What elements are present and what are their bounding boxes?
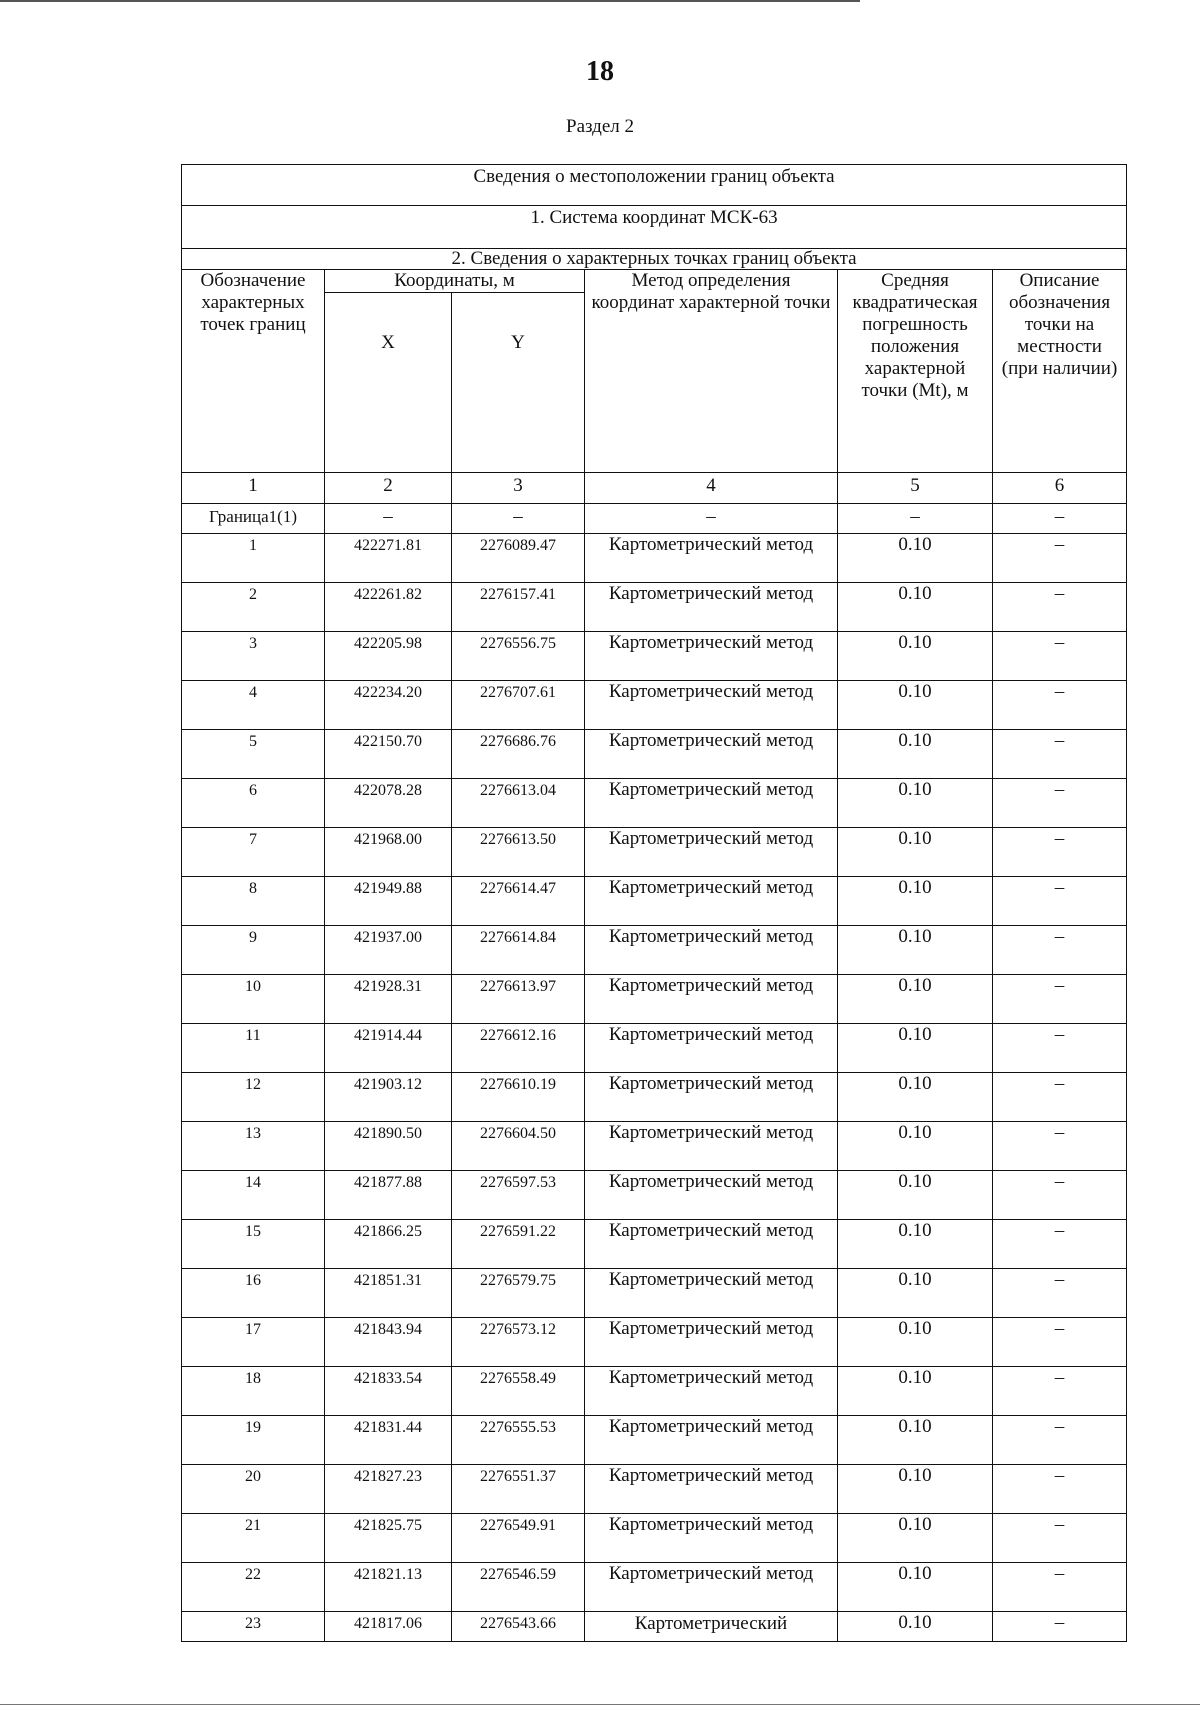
point-number: 3	[182, 632, 325, 681]
point-number: 21	[182, 1514, 325, 1563]
group-x: –	[325, 504, 452, 534]
point-method: Картометрический метод	[585, 877, 838, 926]
point-error: 0.10	[838, 681, 993, 730]
point-x: 421843.94	[325, 1318, 452, 1367]
point-number: 11	[182, 1024, 325, 1073]
group-y: –	[452, 504, 585, 534]
point-method: Картометрический метод	[585, 1416, 838, 1465]
point-description: –	[993, 583, 1127, 632]
point-y: 2276579.75	[452, 1269, 585, 1318]
point-y: 2276546.59	[452, 1563, 585, 1612]
point-method: Картометрический метод	[585, 975, 838, 1024]
point-error: 0.10	[838, 1073, 993, 1122]
table-row	[182, 1269, 1127, 1318]
point-number: 14	[182, 1171, 325, 1220]
point-x: 421866.25	[325, 1220, 452, 1269]
point-error: 0.10	[838, 730, 993, 779]
point-description: –	[993, 1416, 1127, 1465]
scan-bottom-rule	[0, 1704, 1200, 1705]
point-y: 2276543.66	[452, 1612, 585, 1642]
point-method: Картометрический метод	[585, 1122, 838, 1171]
boundary-group-name: Граница1(1)	[182, 504, 325, 534]
point-error: 0.10	[838, 1318, 993, 1367]
page-number: 18	[586, 56, 614, 87]
point-error: 0.10	[838, 926, 993, 975]
table-row	[182, 877, 1127, 926]
point-x: 421833.54	[325, 1367, 452, 1416]
table-title: Сведения о местоположении границ объекта	[182, 165, 1127, 206]
table-row	[182, 1465, 1127, 1514]
point-number: 5	[182, 730, 325, 779]
point-error: 0.10	[838, 1416, 993, 1465]
point-method: Картометрический метод	[585, 1269, 838, 1318]
point-description: –	[993, 975, 1127, 1024]
point-x: 421831.44	[325, 1416, 452, 1465]
point-y: 2276573.12	[452, 1318, 585, 1367]
header-y: Y	[452, 293, 585, 473]
point-x: 422150.70	[325, 730, 452, 779]
column-number-row	[182, 473, 1127, 504]
point-y: 2276549.91	[452, 1514, 585, 1563]
point-x: 421937.00	[325, 926, 452, 975]
point-y: 2276686.76	[452, 730, 585, 779]
point-number: 17	[182, 1318, 325, 1367]
point-description: –	[993, 681, 1127, 730]
point-description: –	[993, 1171, 1127, 1220]
point-method: Картометрический метод	[585, 534, 838, 583]
point-y: 2276604.50	[452, 1122, 585, 1171]
point-method: Картометрический метод	[585, 1220, 838, 1269]
point-error: 0.10	[838, 534, 993, 583]
table-row	[182, 583, 1127, 632]
table-row	[182, 730, 1127, 779]
point-number: 1	[182, 534, 325, 583]
point-x: 422261.82	[325, 583, 452, 632]
point-number: 15	[182, 1220, 325, 1269]
table-row	[182, 1024, 1127, 1073]
point-number: 23	[182, 1612, 325, 1642]
point-x: 421827.23	[325, 1465, 452, 1514]
point-method: Картометрический	[585, 1612, 838, 1642]
point-description: –	[993, 877, 1127, 926]
point-number: 9	[182, 926, 325, 975]
point-error: 0.10	[838, 1514, 993, 1563]
table-row	[182, 926, 1127, 975]
table-row	[182, 1416, 1127, 1465]
point-method: Картометрический метод	[585, 1367, 838, 1416]
point-y: 2276614.47	[452, 877, 585, 926]
point-y: 2276157.41	[452, 583, 585, 632]
point-method: Картометрический метод	[585, 779, 838, 828]
coordinate-system: 1. Система координат МСК-63	[182, 206, 1127, 249]
header-coordinates: Координаты, м	[325, 270, 585, 293]
point-error: 0.10	[838, 877, 993, 926]
point-description: –	[993, 1220, 1127, 1269]
point-error: 0.10	[838, 1024, 993, 1073]
point-method: Картометрический метод	[585, 681, 838, 730]
header-designation: Обозначение характерных точек границ	[182, 270, 325, 473]
header-x: X	[325, 293, 452, 473]
group-method: –	[585, 504, 838, 534]
point-number: 18	[182, 1367, 325, 1416]
point-error: 0.10	[838, 1220, 993, 1269]
point-number: 2	[182, 583, 325, 632]
point-method: Картометрический метод	[585, 583, 838, 632]
point-description: –	[993, 1122, 1127, 1171]
point-error: 0.10	[838, 583, 993, 632]
point-x: 422271.81	[325, 534, 452, 583]
column-number: 6	[993, 473, 1127, 504]
point-error: 0.10	[838, 975, 993, 1024]
scan-top-rule	[0, 0, 860, 2]
header-description: Описание обозначения точки на местности (при наличии)	[993, 270, 1127, 473]
boundary-group-row	[182, 504, 1127, 534]
point-y: 2276613.04	[452, 779, 585, 828]
point-description: –	[993, 632, 1127, 681]
point-description: –	[993, 1073, 1127, 1122]
point-description: –	[993, 779, 1127, 828]
point-method: Картометрический метод	[585, 632, 838, 681]
section-title: Раздел 2	[566, 116, 634, 137]
point-y: 2276555.53	[452, 1416, 585, 1465]
table-row	[182, 1220, 1127, 1269]
point-number: 22	[182, 1563, 325, 1612]
point-y: 2276612.16	[452, 1024, 585, 1073]
table-row	[182, 534, 1127, 583]
point-error: 0.10	[838, 632, 993, 681]
column-number: 1	[182, 473, 325, 504]
point-x: 421821.13	[325, 1563, 452, 1612]
column-number: 4	[585, 473, 838, 504]
point-description: –	[993, 1318, 1127, 1367]
point-y: 2276613.97	[452, 975, 585, 1024]
point-x: 421914.44	[325, 1024, 452, 1073]
point-error: 0.10	[838, 1612, 993, 1642]
point-description: –	[993, 730, 1127, 779]
point-method: Картометрический метод	[585, 1514, 838, 1563]
point-error: 0.10	[838, 1563, 993, 1612]
point-number: 16	[182, 1269, 325, 1318]
column-number: 3	[452, 473, 585, 504]
boundary-points-table	[181, 164, 1127, 1642]
point-method: Картометрический метод	[585, 1073, 838, 1122]
point-description: –	[993, 1024, 1127, 1073]
characteristic-points-title: 2. Сведения о характерных точках границ объекта	[182, 249, 1127, 270]
table-row	[182, 1122, 1127, 1171]
table-row	[182, 779, 1127, 828]
point-x: 421817.06	[325, 1612, 452, 1642]
point-x: 421825.75	[325, 1514, 452, 1563]
table-row	[182, 1514, 1127, 1563]
point-error: 0.10	[838, 1465, 993, 1514]
point-method: Картометрический метод	[585, 1563, 838, 1612]
point-method: Картометрический метод	[585, 1465, 838, 1514]
point-error: 0.10	[838, 828, 993, 877]
point-method: Картометрический метод	[585, 1024, 838, 1073]
point-number: 6	[182, 779, 325, 828]
point-method: Картометрический метод	[585, 1318, 838, 1367]
point-number: 13	[182, 1122, 325, 1171]
point-description: –	[993, 1367, 1127, 1416]
point-number: 8	[182, 877, 325, 926]
table-row	[182, 1171, 1127, 1220]
point-error: 0.10	[838, 1122, 993, 1171]
column-number: 5	[838, 473, 993, 504]
point-method: Картометрический метод	[585, 1171, 838, 1220]
point-y: 2276614.84	[452, 926, 585, 975]
point-description: –	[993, 534, 1127, 583]
point-number: 19	[182, 1416, 325, 1465]
point-x: 422205.98	[325, 632, 452, 681]
group-error: –	[838, 504, 993, 534]
point-y: 2276597.53	[452, 1171, 585, 1220]
point-description: –	[993, 828, 1127, 877]
point-x: 421928.31	[325, 975, 452, 1024]
point-x: 421890.50	[325, 1122, 452, 1171]
point-y: 2276551.37	[452, 1465, 585, 1514]
point-description: –	[993, 1563, 1127, 1612]
column-number: 2	[325, 473, 452, 504]
point-y: 2276610.19	[452, 1073, 585, 1122]
point-y: 2276089.47	[452, 534, 585, 583]
point-error: 0.10	[838, 779, 993, 828]
point-error: 0.10	[838, 1171, 993, 1220]
group-description: –	[993, 504, 1127, 534]
point-x: 422078.28	[325, 779, 452, 828]
point-error: 0.10	[838, 1269, 993, 1318]
point-x: 421903.12	[325, 1073, 452, 1122]
point-description: –	[993, 1514, 1127, 1563]
point-y: 2276556.75	[452, 632, 585, 681]
point-error: 0.10	[838, 1367, 993, 1416]
table-row	[182, 681, 1127, 730]
table-row	[182, 975, 1127, 1024]
point-x: 422234.20	[325, 681, 452, 730]
point-description: –	[993, 1269, 1127, 1318]
point-description: –	[993, 926, 1127, 975]
point-number: 10	[182, 975, 325, 1024]
point-y: 2276613.50	[452, 828, 585, 877]
point-description: –	[993, 1465, 1127, 1514]
point-x: 421877.88	[325, 1171, 452, 1220]
point-method: Картометрический метод	[585, 926, 838, 975]
table-row	[182, 632, 1127, 681]
point-x: 421949.88	[325, 877, 452, 926]
point-number: 7	[182, 828, 325, 877]
table-row	[182, 1612, 1127, 1642]
point-method: Картометрический метод	[585, 828, 838, 877]
point-x: 421968.00	[325, 828, 452, 877]
point-method: Картометрический метод	[585, 730, 838, 779]
table-row	[182, 1367, 1127, 1416]
point-number: 12	[182, 1073, 325, 1122]
point-description: –	[993, 1612, 1127, 1642]
point-x: 421851.31	[325, 1269, 452, 1318]
table-row	[182, 1073, 1127, 1122]
table-row	[182, 1563, 1127, 1612]
point-y: 2276707.61	[452, 681, 585, 730]
table-row	[182, 1318, 1127, 1367]
point-number: 4	[182, 681, 325, 730]
point-y: 2276591.22	[452, 1220, 585, 1269]
point-number: 20	[182, 1465, 325, 1514]
header-error: Средняя квадратическая погрешность положения характерной точки (Mt), м	[838, 270, 993, 473]
header-method: Метод определения координат характерной точки	[585, 270, 838, 473]
point-y: 2276558.49	[452, 1367, 585, 1416]
table-row	[182, 828, 1127, 877]
